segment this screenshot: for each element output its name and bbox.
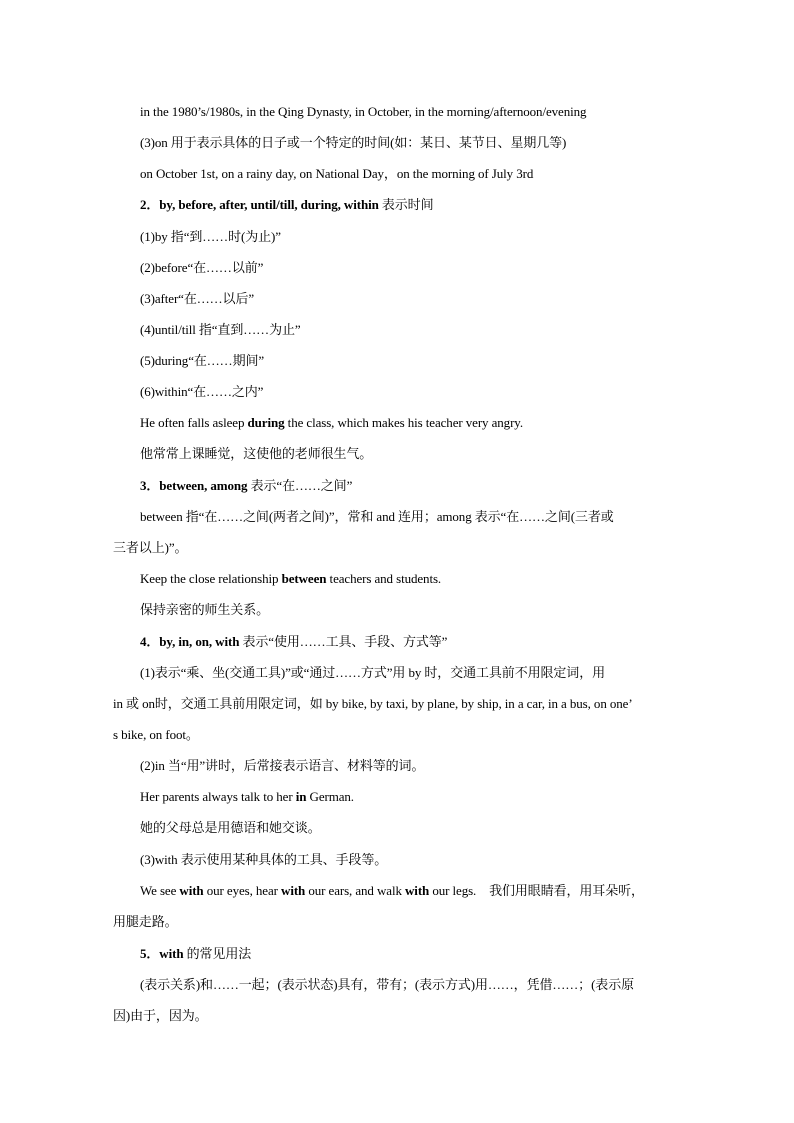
text-line-by-transport-2: in 或 on时，交通工具前用限定词，如 by bike, by taxi, by plane, by ship, in a car, in a bus, on one’ (113, 696, 633, 711)
text-line-during: (5)during“在……期间” (140, 353, 265, 368)
example-with-zh: 用腿走路。 (113, 914, 178, 929)
text-line-until: (4)until/till 指“直到……为止” (140, 322, 301, 337)
section-heading-4-suffix: 表示“使用……工具、手段、方式等” (242, 634, 448, 649)
section-heading-3 (140, 478, 700, 494)
text-line-by: (1)by 指“到……时(为止)” (140, 229, 281, 244)
section-heading-3-label: 3．between, among (140, 478, 248, 493)
section-heading-5-label: 5．with (140, 946, 184, 961)
text-line-by-transport-1: (1)表示“乘、坐(交通工具)”或“通过……方式”用 by 时，交通工具前不用限定词，用 (140, 665, 605, 680)
text-line-between-rule-2: 三者以上)”。 (113, 540, 188, 555)
section-heading-5-suffix: 的常见用法 (186, 946, 252, 961)
section-heading-4-label: 4．by, in, on, with (140, 634, 240, 649)
text-line-after: (3)after“在……以后” (140, 291, 255, 306)
section-heading-2 (140, 197, 700, 213)
text-line-by-transport-3: s bike, on foot。 (113, 727, 199, 742)
text-line-before: (2)before“在……以前” (140, 260, 264, 275)
text-line-on-examples: on October 1st, on a rainy day, on National Day，on the morning of July 3rd (140, 166, 534, 181)
text-line-on-rule: (3)on 用于表示具体的日子或一个特定的时间(如：某日、某节日、星期几等) (140, 135, 567, 150)
example-in-en: Her parents always talk to her in German. (140, 789, 354, 804)
text-line-time-examples-in: in the 1980’s/1980s, in the Qing Dynasty, in October, in the morning/afternoon/evening (140, 104, 587, 119)
text-line-within: (6)within“在……之内” (140, 384, 264, 399)
text-line-with-usage-1: (表示关系)和……一起；(表示状态)具有，带有；(表示方式)用……，凭借……；(表示原 (140, 977, 635, 992)
text-line-with-usage-2: 因)由于，因为。 (113, 1008, 208, 1023)
section-heading-4 (140, 634, 700, 650)
section-heading-2-suffix: 表示时间 (381, 197, 434, 212)
section-heading-2-label: 2．by, before, after, until/till, during, within (140, 197, 379, 212)
example-between-zh: 保持亲密的师生关系。 (140, 602, 270, 617)
section-heading-3-suffix: 表示“在……之间” (250, 478, 353, 493)
text-line-between-rule-1: between 指“在……之间(两者之间)”，常和 and 连用；among 表示“在……之间(三者或 (140, 509, 614, 524)
example-during-zh: 他常常上课睡觉，这使他的老师很生气。 (140, 446, 373, 461)
example-between-en: Keep the close relationship between teachers and students. (140, 571, 442, 586)
example-with-en: We see with our eyes, hear with our ears, and walk with our legs. 我们用眼睛看，用耳朵听， (140, 883, 644, 898)
section-heading-5 (140, 946, 700, 962)
example-in-zh: 她的父母总是用德语和她交谈。 (140, 820, 321, 835)
text-line-with-tool: (3)with 表示使用某种具体的工具、手段等。 (140, 852, 388, 867)
text-line-in-language: (2)in 当“用”讲时，后常接表示语言、材料等的词。 (140, 758, 425, 773)
example-during-en: He often falls asleep during the class, which makes his teacher very angry. (140, 415, 524, 430)
